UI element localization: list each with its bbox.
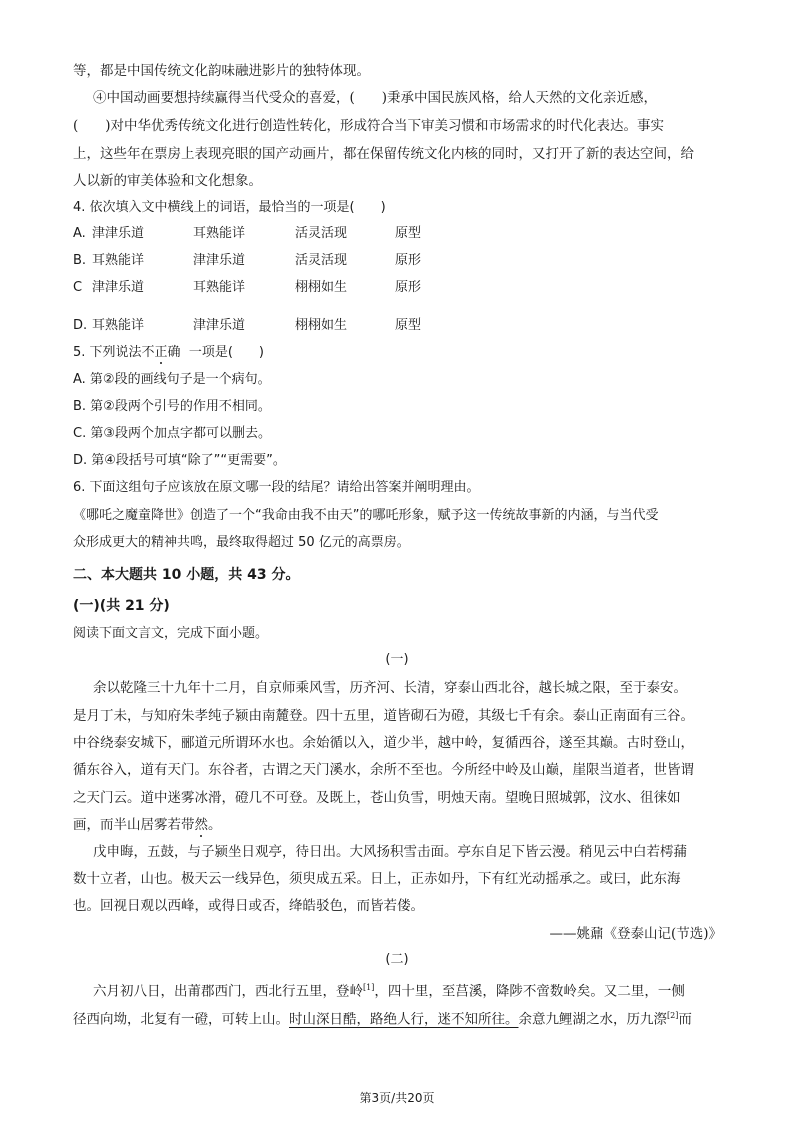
text-2-line-2: 径西向坳，北复有一磴，可转上山。时山深日酷，路绝人行，迷不知所往。余意九鲤湖之水，历九漈[2]而 — [73, 1011, 692, 1028]
document-page: 等，都是中国传统文化韵味融进影片的独特体现。 ④中国动画要想持续赢得当代受众的喜爱，( )秉承中国民族风格，给人天然的文化亲近感， ( )对中华优秀传统文化进行创造性转化，形成符合当下审美习惯和市场需求的时代化表达。事实 上，这些年在票房上表现亮眼的国产动画片，都在保留传统文化内核的同时，又打开了新的表达空间，给 人以新的审美体验和文化想象。 4. 依次填入文中横线上的词语，最恰当的一项是( ) A. 津津乐道 耳熟能详 活灵活现 原型 B. 耳熟能详 津津乐道 活灵活现 原形 C 津津乐道 耳熟能详 栩栩如生 原形 D. 耳熟能详 津津乐道 栩栩如生 原型 5. 下列说法不正确 一项是( ) A. 第②段的画线句子是一个病句。 B. 第②段两个引号的作用不相同。 C. 第③段两个加点字都可以删去。 D. 第④段括号可填“除了”“更需要”。 6. 下面这组句子应该放在原文哪一段的结尾？请给出答案并阐明理由。 《哪吒之魔童降世》创造了一个“我命由我不由天”的哪吒形象，赋予这一传统故事新的内涵，与当代受 众形成更大的精神共鸣，最终取得超过 50 亿元的高票房。 二、本大题共 10 小题，共 43 分。 (一)(共 21 分) 阅读下面文言文，完成下面小题。 (一) 余以乾隆三十九年十二月，自京师乘风雪，历齐河、长清，穿泰山西北谷，越长城之限，至于泰安。 是月丁未，与知府朱孝纯子颍由南麓登。四十五里，道皆砌石为磴，其级七千有余。泰山正南面有三谷。 中谷绕泰安城下，郦道元所谓环水也。余始循以入，道少半，越中岭，复循西谷，遂至其巅。古时登山， 循东谷入，道有天门。东谷者，古谓之天门溪水，余所不至也。今所经中岭及山巅，崖限当道者，世皆谓 之天门云。道中迷雾冰滑，磴几不可登。及既上，苍山负雪，明烛天南。望晚日照城郭，汶水、徂徕如 画，而半山居雾若带然。 戊申晦，五鼓，与子颍坐日观亭，待日出。大风扬积雪击面。亭东自足下皆云漫。稍见云中白若樗蒱 数十立者，山也。极天云一线异色，须臾成五采。日上，正赤如丹，下有红光动摇承之。或曰，此东海 也。回视日观以西峰，或得日或否，绛皓驳色，而皆若偻。 ——姚鼐《登泰山记(节选)》 (二) 六月初八日，出莆郡西门，西北行五里，登岭[1]，四十里，至莒溪，降陟不啻数岭矣。又二里，一侧 径西向坳，北复有一磴，可转上山。时山深日酷，路绝人行，迷不知所往。余意九鲤湖之水，历九漈[2]而 第3页/共20页 — [0, 0, 794, 1122]
text-1-line-5: 之天门云。道中迷雾冰滑，磴几不可登。及既上，苍山负雪，明烛天南。望晚日照城郭，汶水、徂徕如 — [73, 790, 681, 806]
text-1-line-3: 中谷绕泰安城下，郦道元所谓环水也。余始循以入，道少半，越中岭，复循西谷，遂至其巅。古时登山， — [73, 735, 694, 751]
text-1-line-8: 数十立者，山也。极天云一线异色，须臾成五采。日上，正赤如丹，下有红光动摇承之。或曰，此东海 — [73, 871, 681, 887]
text-2-title: (二) — [385, 952, 409, 967]
emphasis-mark: 不正确 — [141, 345, 181, 360]
text-1-line-4: 循东谷入，道有天门。东谷者，古谓之天门溪水，余所不至也。今所经中岭及山巅，崖限当道者，世皆谓 — [73, 762, 694, 778]
text-1-line-1: 余以乾隆三十九年十二月，自京师乘风雪，历齐河、长清，穿泰山西北谷，越长城之限，至于泰安。 — [93, 680, 687, 696]
paragraph-4-line-2: ( )对中华优秀传统文化进行创造性转化，形成符合当下审美习惯和市场需求的时代化表达。事实 — [73, 118, 665, 134]
underlined-sentence: 时山深日酷，路绝人行，迷不知所往。 — [289, 1011, 519, 1028]
question-6-line-2: 众形成更大的精神共鸣，最终取得超过 50 亿元的高票房。 — [73, 535, 410, 550]
text-1-line-7: 戊申晦，五鼓，与子颍坐日观亭，待日出。大风扬积雪击面。亭东自足下皆云漫。稍见云中白若樗蒱 — [93, 844, 687, 860]
paragraph-4-line-1: ④中国动画要想持续赢得当代受众的喜爱，( )秉承中国民族风格，给人天然的文化亲近感， — [93, 90, 658, 106]
footnote-1-marker: [1] — [363, 983, 375, 992]
question-5-option-b: B. 第②段两个引号的作用不相同。 — [73, 399, 271, 414]
paragraph-top: 等，都是中国传统文化韵味融进影片的独特体现。 — [73, 63, 370, 79]
text-2-line-1: 六月初八日，出莆郡西门，西北行五里，登岭[1]，四十里，至莒溪，降陟不啻数岭矣。又二里，一侧 — [93, 983, 685, 1000]
question-5-option-a: A. 第②段的画线句子是一个病句。 — [73, 372, 271, 387]
section-heading: 二、本大题共 10 小题，共 43 分。 — [73, 567, 300, 583]
question-5-option-c: C. 第③段两个加点字都可以删去。 — [73, 426, 271, 441]
question-6-line-1: 《哪吒之魔童降世》创造了一个“我命由我不由天”的哪吒形象，赋予这一传统故事新的内涵，与当代受 — [73, 508, 659, 523]
question-6-stem: 6. 下面这组句子应该放在原文哪一段的结尾？请给出答案并阐明理由。 — [73, 480, 480, 495]
footnote-2-marker: [2] — [667, 1011, 679, 1020]
question-5-option-d: D. 第④段括号可填“除了”“更需要”。 — [73, 453, 286, 468]
text-1-source: ——姚鼐《登泰山记(节选)》 — [549, 926, 722, 942]
page-footer: 第3页/共20页 — [359, 1091, 435, 1105]
paragraph-4-line-3: 上，这些年在票房上表现亮眼的国产动画片，都在保留传统文化内核的同时，又打开了新的表达空间，给 — [73, 146, 694, 162]
subsection-heading: (一)(共 21 分) — [73, 598, 170, 614]
question-4-stem: 4. 依次填入文中横线上的词语，最恰当的一项是( ) — [73, 200, 386, 215]
question-5-stem: 5. 下列说法不正确 一项是( ) — [73, 345, 264, 360]
text-1-line-2: 是月丁未，与知府朱孝纯子颍由南麓登。四十五里，道皆砌石为磴，其级七千有余。泰山正南面有三谷。 — [73, 708, 694, 724]
paragraph-4-line-4: 人以新的审美体验和文化想象。 — [73, 173, 262, 189]
text-1-line-6: 画，而半山居雾若带然。 — [73, 817, 222, 833]
text-1-line-9: 也。回视日观以西峰，或得日或否，绛皓驳色，而皆若偻。 — [73, 898, 424, 914]
instruction: 阅读下面文言文，完成下面小题。 — [73, 626, 269, 641]
text-1-title: (一) — [385, 652, 409, 667]
emphasis-mark: 然 — [194, 817, 208, 833]
